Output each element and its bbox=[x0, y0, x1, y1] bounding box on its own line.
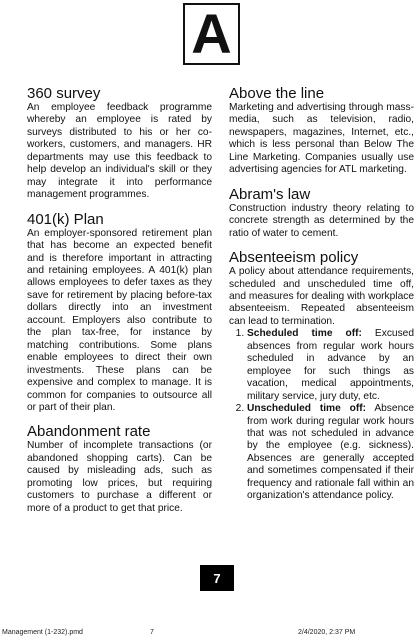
page-number: 7 bbox=[213, 570, 221, 586]
entry-term: Abandonment rate bbox=[27, 423, 151, 441]
entry-term: 401(k) Plan bbox=[27, 210, 104, 228]
left-column bbox=[27, 85, 212, 524]
entry-definition: Marketing and advertising through mass-media, such as television, radio, newspapers, magazines, Internet, etc., which is less personal than Below The Line Marketing. Companies usually use advertising agencies for ATL marketing. bbox=[229, 102, 414, 176]
glossary-entry bbox=[27, 85, 212, 202]
entry-definition: An employer-sponsored retirement plan that has become an expected benefit and is therefore important in attracting and retaining employees. A 401(k) plan allows employees to defer taxes as they save for retirement by placing before-tax dollars directly into an investment account. Employers also contribute to the plan tax-free, for instance by matching contributions. Some plans enable employees to direct their own investments. These plans can be expensive and complex to manage. It is common for companies to outsource all or part of their plan. bbox=[27, 227, 212, 413]
entry-definition: Number of incomplete transactions (or abandoned shopping carts). Can be caused by misleading ads, such as promoting low prices, but requiring customers to purchase a different or more of a product to get that price. bbox=[27, 440, 212, 514]
print-footer bbox=[0, 627, 414, 639]
glossary-entry bbox=[27, 211, 212, 415]
entry-term: 360 survey bbox=[27, 85, 101, 102]
list-item-label: Unscheduled time off: bbox=[247, 403, 367, 415]
policy-list bbox=[229, 328, 414, 502]
entry-term: Absenteeism policy bbox=[229, 249, 359, 267]
glossary-entry bbox=[229, 85, 414, 177]
page-number-badge bbox=[200, 565, 234, 591]
section-letter-box bbox=[183, 3, 240, 65]
entry-term: Abram's law bbox=[229, 185, 311, 203]
entry-term: Above the line bbox=[229, 85, 325, 102]
footer-datetime: 2/4/2020, 2:37 PM bbox=[298, 629, 356, 636]
glossary-entry bbox=[27, 423, 212, 515]
glossary-entry bbox=[229, 186, 414, 240]
entry-definition: A policy about attendance requirements, scheduled and unscheduled time off, and measures for dealing with workplace absenteeism. Repeated absenteeism can lead to termination. bbox=[229, 266, 414, 327]
entry-definition: Construction industry theory relating to concrete strength as determined by the ratio of water to cement. bbox=[229, 202, 414, 239]
entry-definition: An employee feedback programme whereby an employee is rated by surveys distributed to his or her co-workers, customers, and managers. HR departments may use this feedback to help develop an individual's skill or they may integrate it into performance management programmes. bbox=[27, 102, 212, 201]
list-item bbox=[247, 403, 414, 503]
footer-page: 7 bbox=[150, 629, 154, 636]
list-item-text: Absence from work during regular work hours that was not scheduled in advance by the employee (e.g. sickness). Absences are generally accepted and sometimes compensated if their frequency and rationale fall within an organization's attendance policy. bbox=[247, 403, 414, 502]
footer-filename: Management (1-232).pmd bbox=[2, 629, 83, 636]
right-column bbox=[229, 85, 414, 512]
list-item-text: Excused absences from regular work hours scheduled in advance by an employee for such things as vacation, medical appointments, military service, jury duty, etc. bbox=[247, 328, 414, 402]
glossary-entry bbox=[229, 249, 414, 503]
section-letter: A bbox=[191, 2, 232, 65]
list-item-label: Scheduled time off: bbox=[247, 328, 362, 340]
list-item bbox=[247, 328, 414, 403]
